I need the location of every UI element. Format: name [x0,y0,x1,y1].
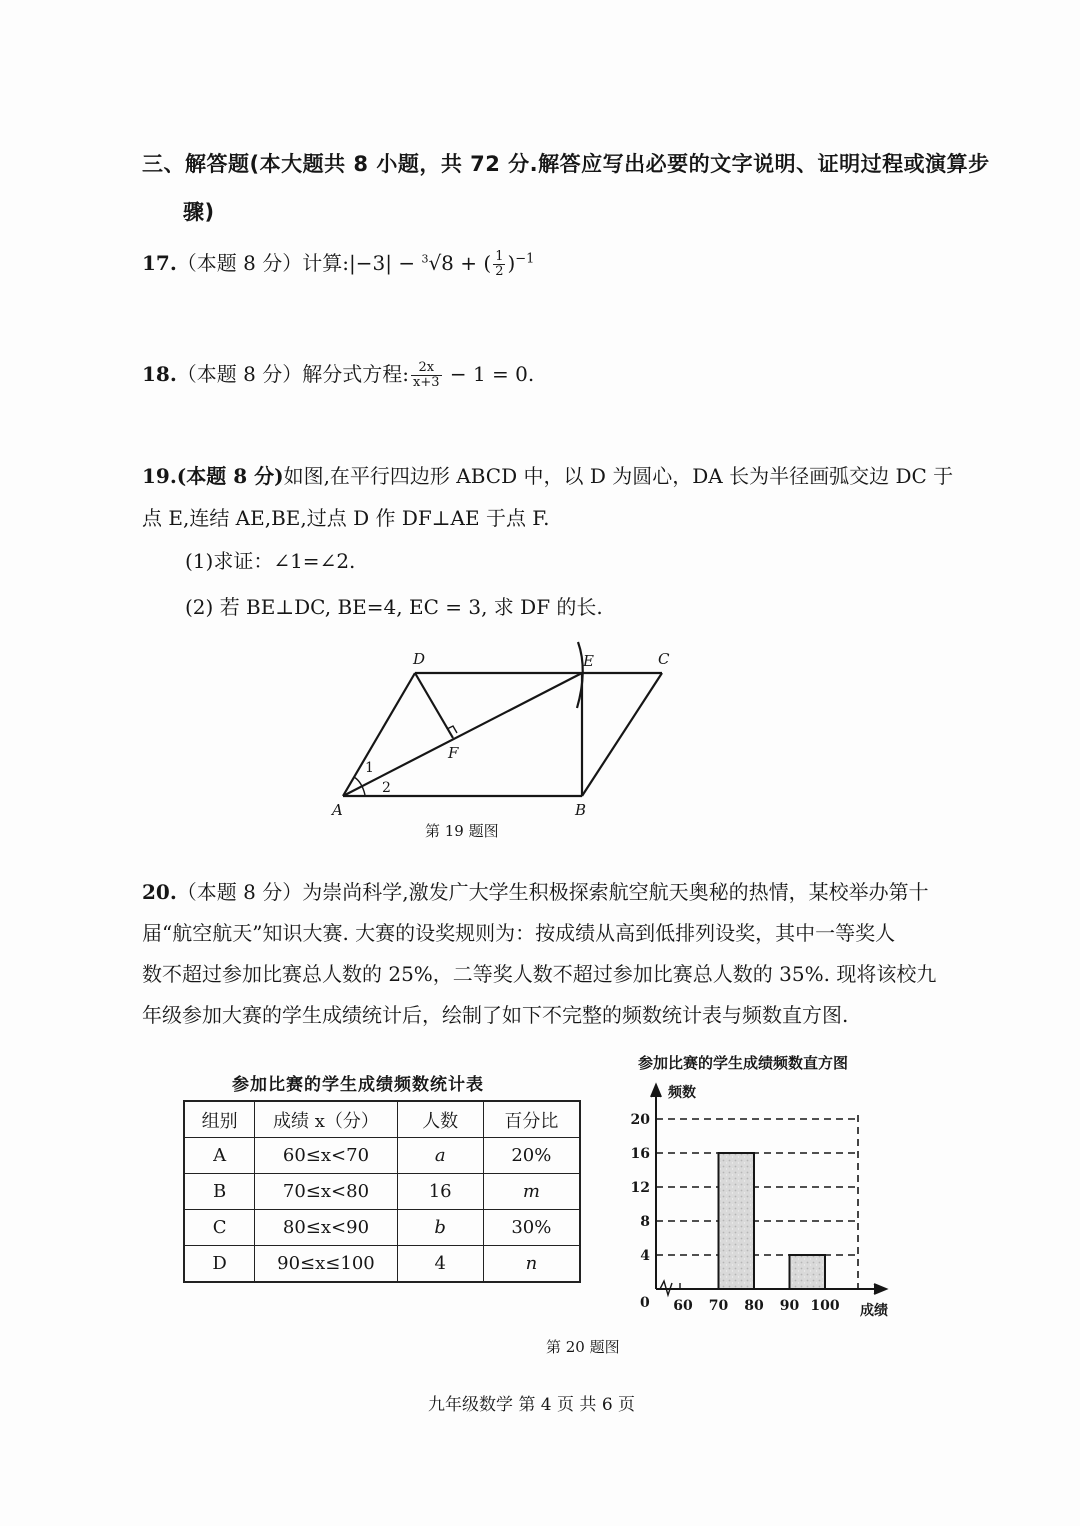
table-cell: a [397,1138,483,1174]
table-title: 参加比赛的学生成绩频数统计表 [232,1075,484,1095]
question-points: （本题 8 分） [176,251,303,275]
fraction [411,361,442,390]
label-d: D [413,650,426,668]
histogram-bar [790,1255,826,1289]
figure-19 [320,640,680,820]
frac-num: 2x [411,361,442,376]
frac-num: 1 [495,249,504,264]
y-axis-label: 频数 [668,1085,696,1101]
question-19-line1 [142,460,953,489]
question-19-part2: (2) 若 BE⊥DC, BE=4, EC = 3, 求 DF 的长. [185,595,603,619]
table-cell: B [184,1174,255,1210]
figure-20-caption: 第 20 题图 [546,1338,620,1356]
y-tick-label: 8 [640,1214,650,1230]
table-cell: A [184,1138,255,1174]
table-cell: 30% [483,1210,580,1246]
question-17 [142,247,534,279]
y-tick-label: 4 [640,1248,650,1264]
question-number: 20. [142,880,177,904]
table-cell: 16 [397,1174,483,1210]
page-footer: 九年级数学 第 4 页 共 6 页 [428,1395,636,1415]
question-points: （本题 8 分） [176,362,303,386]
figure-19-caption: 第 19 题图 [425,822,499,840]
x-tick-label: 100 [810,1298,840,1314]
x-axis-arrow [874,1284,886,1294]
table-cell: 80≤x<90 [255,1210,397,1246]
question-19-line2: 点 E,连结 AE,BE,过点 D 作 DF⊥AE 于点 F. [142,506,550,530]
question-text: 计算: [302,251,349,275]
origin-label: 0 [640,1295,650,1311]
table-header: 人数 [397,1101,483,1138]
x-axis-label: 成绩 [860,1303,888,1319]
table-cell: C [184,1210,255,1246]
table-header: 组别 [184,1101,255,1138]
table-row [184,1246,580,1283]
question-20-line1 [142,876,929,905]
label-b: B [575,801,587,819]
section-title-cont: 骤) [183,200,215,224]
table-cell: 20% [483,1138,580,1174]
table-header: 百分比 [483,1101,580,1138]
question-text: 如图,在平行四边形 ABCD 中，以 D 为圆心，DA 长为半径画弧交边 DC 于 [283,464,954,488]
table-cell: 70≤x<80 [255,1174,397,1210]
table-cell: D [184,1246,255,1283]
label-angle1: 1 [365,760,374,776]
histogram [620,1075,910,1325]
y-tick-label: 16 [630,1146,650,1162]
table-cell: 60≤x<70 [255,1138,397,1174]
question-number: 18. [142,362,177,386]
math-expr: ) [507,251,516,275]
x-tick-label: 90 [779,1298,800,1314]
histogram-bar [719,1153,755,1289]
question-20-line2: 届“航空航天”知识大赛. 大赛的设奖规则为：按成绩从高到低排列设奖，其中一等奖人 [142,921,896,945]
x-tick-label: 80 [744,1298,764,1314]
question-20-line3: 数不超过参加比赛总人数的 25%，二等奖人数不超过参加比赛总人数的 35%. 现将该校九 [142,962,937,986]
table-cell: n [483,1246,580,1283]
question-points: （本题 8 分） [176,880,303,904]
label-angle2: 2 [382,780,391,796]
question-number: 17. [142,251,177,275]
question-text: 为崇尚科学,激发广大学生积极探索航空航天奥秘的热情，某校举办第十 [302,880,929,904]
stats-table [183,1100,581,1283]
math-expr: + ( [453,251,492,275]
table-cell: m [483,1174,580,1210]
section-title: 三、解答题(本大题共 8 小题，共 72 分.解答应写出必要的文字说明、证明过程或演算步 [142,152,990,176]
question-number: 19. [142,464,177,488]
question-text: 解分式方程: [302,362,409,386]
math-expr: |−3| − [349,251,422,275]
table-cell: 90≤x≤100 [255,1246,397,1283]
question-19-part1: (1)求证：∠1=∠2. [185,549,356,573]
label-c: C [658,650,670,668]
x-tick-label: 70 [708,1298,729,1314]
table-header: 成绩 x（分） [255,1101,397,1138]
table-cell: b [397,1210,483,1246]
chart-title: 参加比赛的学生成绩频数直方图 [638,1054,849,1072]
x-tick-label: 60 [673,1298,693,1314]
math-expr: − 1 = 0. [443,362,535,386]
y-tick-label: 20 [630,1112,650,1128]
label-a: A [332,801,343,819]
question-18 [142,358,534,390]
fraction [493,250,505,279]
y-axis-arrow [651,1085,661,1097]
table-row [184,1210,580,1246]
question-20-line4: 年级参加大赛的学生成绩统计后，绘制了如下不完整的频数统计表与频数直方图. [142,1003,849,1027]
table-header-row [184,1101,580,1138]
question-points: (本题 8 分) [176,464,284,488]
edge-cb [582,673,662,796]
root-index: 3 [421,252,429,266]
table-cell: 4 [397,1246,483,1283]
frac-den: x+3 [413,375,440,390]
table-row [184,1138,580,1174]
y-tick-label: 12 [630,1180,650,1196]
frac-den: 2 [495,264,504,279]
exponent: −1 [515,251,535,267]
table-row [184,1174,580,1210]
label-f: F [448,744,459,762]
label-e: E [583,652,594,670]
math-root: √8 [428,251,454,275]
